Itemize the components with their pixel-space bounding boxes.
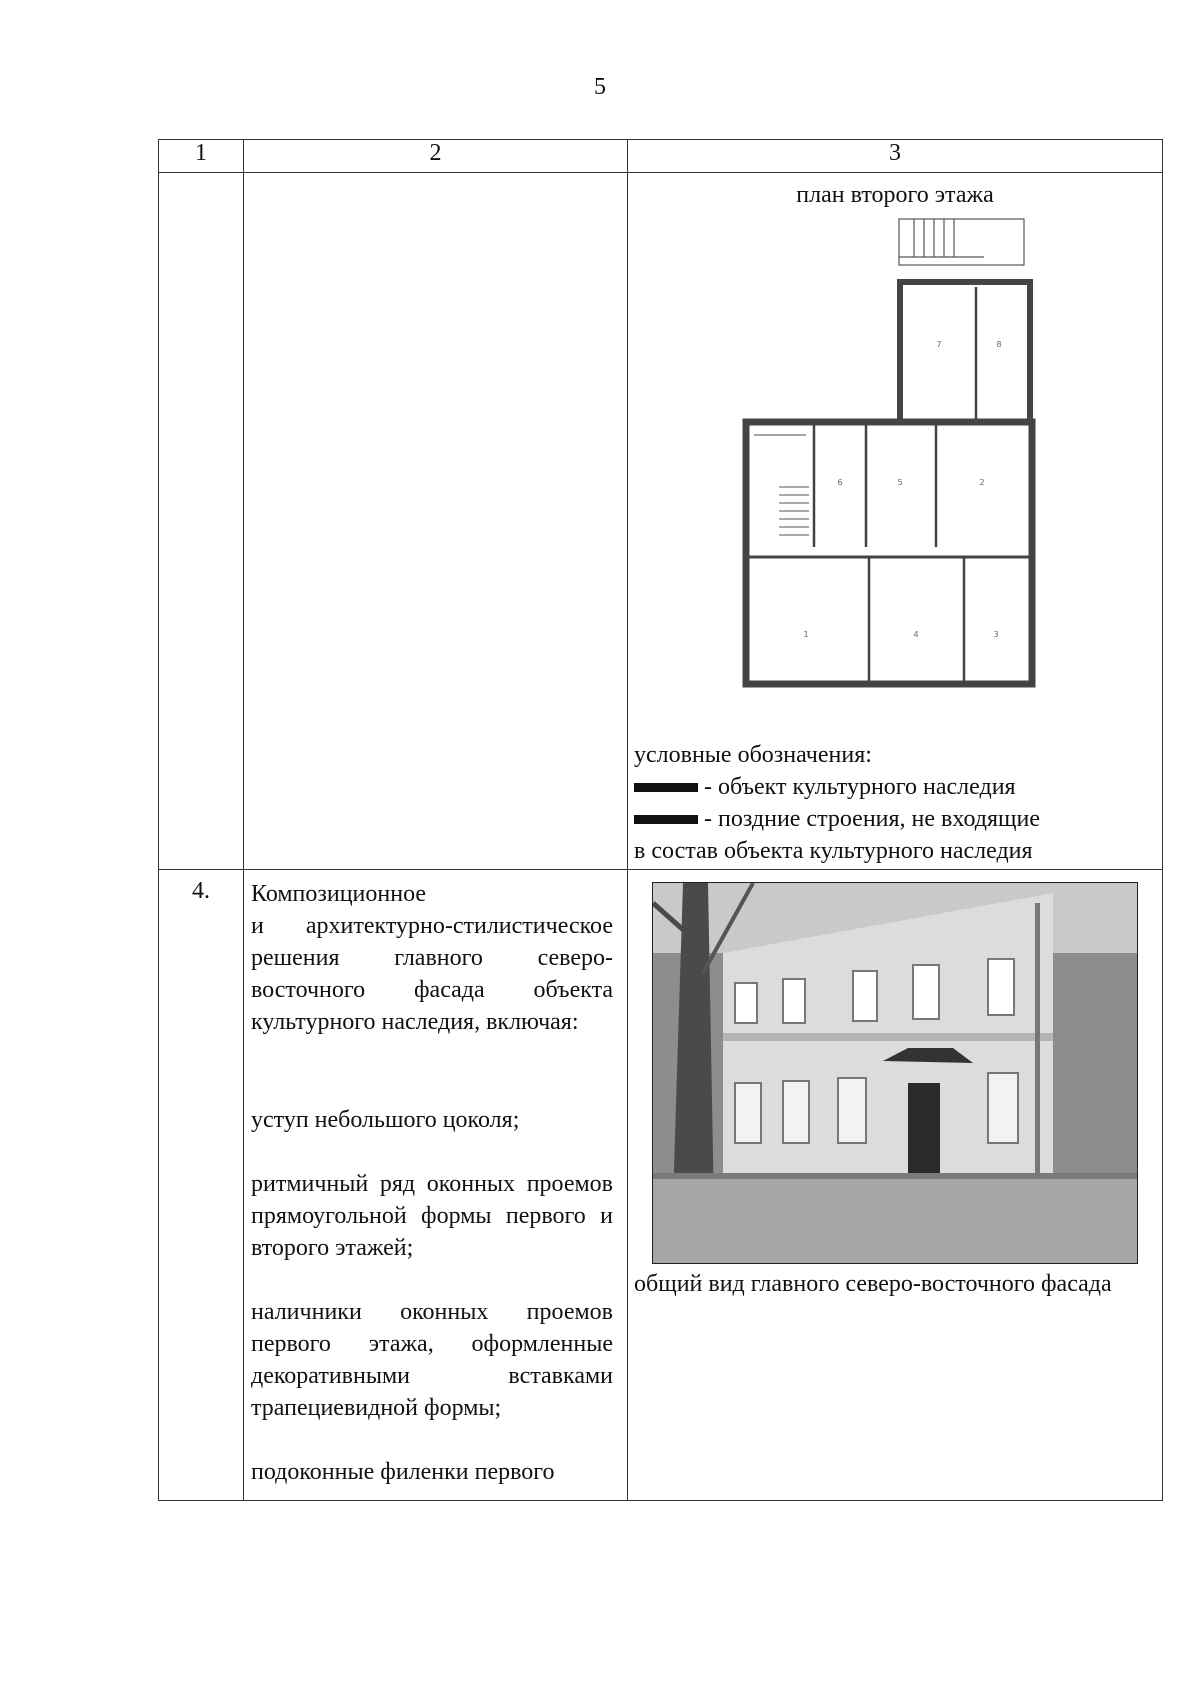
svg-text:2: 2: [979, 478, 985, 487]
desc-paragraph-6: подоконные филенки первого: [251, 1459, 555, 1485]
row-4: [159, 870, 1163, 1501]
legend-label-later: - поздние строения, не входящие: [704, 806, 1040, 832]
photo-caption: общий вид главного северо-восточного фасада: [634, 1271, 1112, 1297]
legend-title: условные обозначения:: [634, 742, 872, 768]
plan-cell: [628, 173, 1163, 870]
plan-row-description: [244, 173, 628, 870]
desc-paragraph-4: ритмичный ряд оконных проемов прямоугольной формы первого и второго этажей;: [251, 1171, 613, 1261]
svg-text:3: 3: [993, 630, 999, 639]
header-col-3: 3: [628, 140, 1163, 173]
desc-paragraph-2: и архитектурно-стилистическое решения главного северо-восточного фасада объекта культурного наследия, включая:: [251, 913, 613, 1035]
heritage-table: [158, 139, 1163, 1501]
plan-row: [159, 173, 1163, 870]
header-col-2: 2: [244, 140, 628, 173]
desc-paragraph-3: уступ небольшого цоколя;: [251, 1107, 520, 1133]
row-4-number: 4.: [159, 870, 244, 1501]
floor-plan-drawing: [724, 217, 1054, 717]
svg-text:5: 5: [897, 478, 903, 487]
page-number: 5: [594, 74, 606, 100]
legend-label-heritage: - объект культурного наследия: [704, 774, 1016, 800]
svg-text:4: 4: [913, 630, 919, 639]
photo-cell: [628, 870, 1163, 1501]
legend-swatch-later: [634, 815, 698, 824]
legend: [628, 739, 1162, 869]
svg-text:8: 8: [996, 340, 1002, 349]
svg-text:7: 7: [936, 340, 942, 349]
legend-label-later-continued: в состав объекта культурного наследия: [634, 838, 1033, 864]
legend-swatch-heritage: [634, 783, 698, 792]
facade-photo-image: [653, 883, 1137, 1263]
legend-item-heritage: [634, 771, 1162, 803]
svg-text:6: 6: [837, 478, 843, 487]
row-4-description: [244, 870, 628, 1501]
plan-row-number: [159, 173, 244, 870]
svg-text:1: 1: [803, 630, 809, 639]
floor-plan: [628, 209, 1162, 739]
desc-paragraph-1: Композиционное: [251, 881, 427, 907]
header-col-1: 1: [159, 140, 244, 173]
desc-paragraph-5: наличники оконных проемов первого этажа, оформленные декоративными вставками трапециевидной формы;: [251, 1299, 613, 1421]
legend-item-later-buildings: [634, 803, 1162, 835]
header-row: [159, 140, 1163, 173]
facade-photo: [652, 882, 1138, 1264]
plan-title: план второго этажа: [796, 182, 994, 208]
